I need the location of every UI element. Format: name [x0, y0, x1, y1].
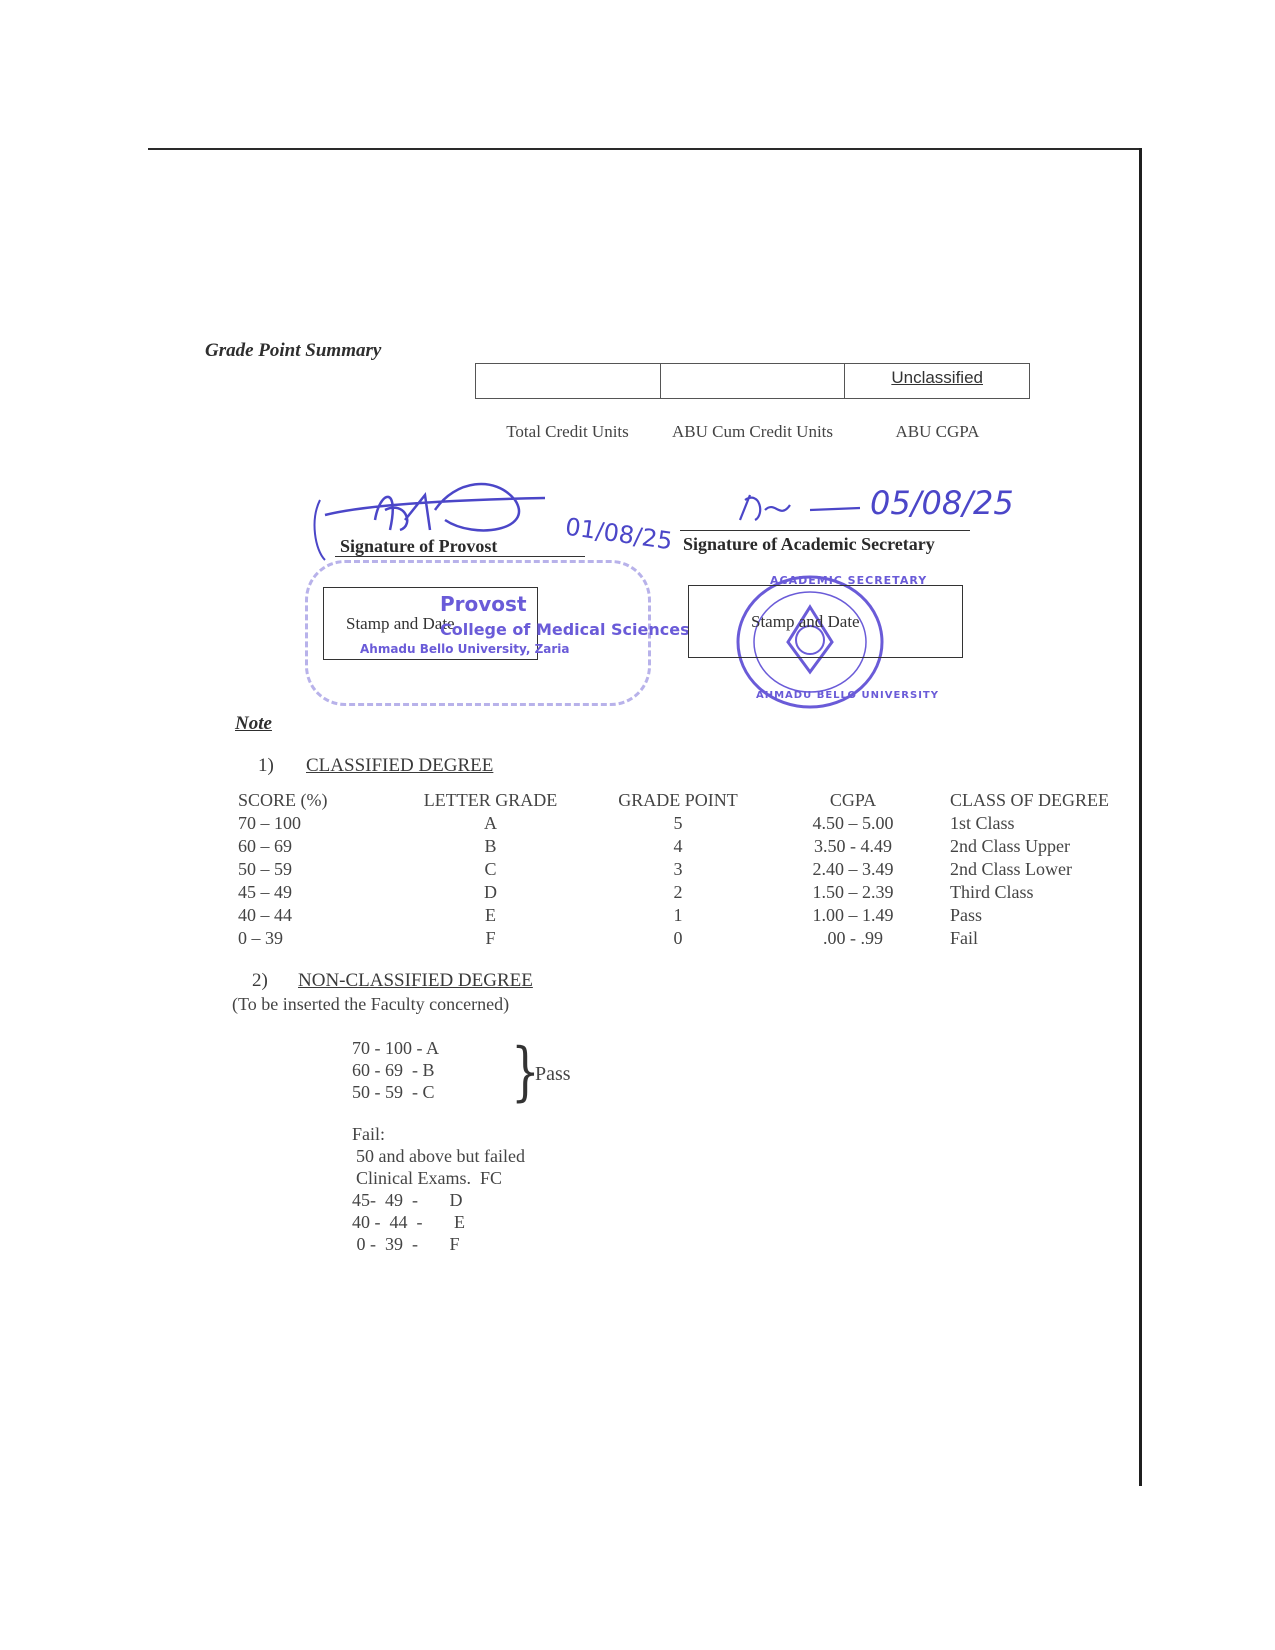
top-border-rule: [148, 148, 1140, 150]
cgpa-value: Unclassified: [891, 368, 983, 387]
total-credit-units-cell: [476, 364, 661, 398]
provost-signature-label: Signature of Provost: [340, 536, 498, 556]
list-item: 45- 49 - D: [352, 1190, 463, 1210]
score-cell: 40 – 44: [238, 905, 292, 925]
provost-stamp-ink-title: Provost: [440, 592, 527, 616]
non-classified-degree-subheading: (To be inserted the Faculty concerned): [232, 994, 510, 1014]
academic-secretary-signature-label: Signature of Academic Secretary: [683, 534, 935, 554]
fail-note-line-2: Clinical Exams. FC: [356, 1168, 502, 1188]
cum-credit-units-cell: [661, 364, 846, 398]
score-cell: 45 – 49: [238, 882, 292, 902]
letter-grade-cell: F: [485, 928, 496, 948]
class-of-degree-cell: 1st Class: [950, 813, 1015, 833]
table-row: [238, 835, 1140, 858]
provost-stamp-label: Stamp and Date: [346, 613, 455, 633]
cgpa-label: ABU CGPA: [895, 422, 980, 441]
list-item: 0 - 39 - F: [352, 1234, 460, 1254]
letter-grade-cell: A: [484, 813, 497, 833]
letter-grade-cell: B: [484, 836, 497, 856]
score-cell: 50 – 59: [238, 859, 292, 879]
class-of-degree-cell: 2nd Class Upper: [950, 836, 1070, 856]
note-heading: Note: [235, 713, 272, 734]
academic-secretary-stamp-box: [688, 585, 963, 658]
cgpa-cell: 1.50 – 2.39: [812, 882, 894, 902]
table-row: [238, 881, 1140, 904]
classified-degree-number: 1): [258, 755, 274, 776]
academic-secretary-seal-bottom-text: AHMADU BELLO UNIVERSITY: [756, 690, 939, 701]
classified-degree-title: CLASSIFIED DEGREE: [306, 755, 494, 776]
column-header-letter-grade: LETTER GRADE: [423, 789, 558, 810]
total-credit-units-label: Total Credit Units: [506, 422, 629, 441]
pass-label: Pass: [535, 1063, 571, 1085]
score-cell: 0 – 39: [238, 928, 283, 948]
column-header-score: SCORE (%): [238, 789, 328, 810]
letter-grade-cell: E: [485, 905, 496, 925]
table-row: [238, 904, 1140, 927]
score-cell: 60 – 69: [238, 836, 292, 856]
academic-secretary-seal-top-text: ACADEMIC SECRETARY: [770, 574, 928, 587]
grade-point-cell: 2: [673, 882, 683, 902]
academic-secretary-signature-line: [680, 530, 970, 531]
cgpa-cell: 1.00 – 1.49: [812, 905, 894, 925]
grade-point-summary-labels: [475, 422, 1030, 442]
cum-credit-units-label: ABU Cum Credit Units: [671, 422, 834, 441]
provost-stamp-ink-college: College of Medical Sciences: [440, 620, 690, 639]
list-item: 70 - 100 - A: [352, 1038, 439, 1058]
classified-degree-heading: [258, 755, 493, 777]
pass-grades-list: [352, 1037, 439, 1103]
grade-point-summary-title: Grade Point Summary: [205, 340, 382, 361]
class-of-degree-cell: Fail: [950, 928, 979, 948]
non-classified-degree-title: NON-CLASSIFIED DEGREE: [298, 970, 533, 991]
table-row: [238, 858, 1140, 881]
grade-point-cell: 0: [673, 928, 683, 948]
provost-stamp-ink-university: Ahmadu Bello University, Zaria: [360, 642, 570, 656]
column-header-cgpa: CGPA: [829, 789, 877, 810]
table-row: [238, 812, 1140, 835]
list-item: 40 - 44 - E: [352, 1212, 465, 1232]
fail-label: Fail:: [352, 1124, 386, 1144]
grade-point-cell: 1: [673, 905, 683, 925]
non-classified-degree-heading: [252, 970, 533, 992]
column-header-class-of-degree: CLASS OF DEGREE: [950, 789, 1110, 810]
academic-secretary-signature-date: 05/08/25: [870, 484, 1014, 522]
class-of-degree-cell: Pass: [950, 905, 983, 925]
letter-grade-cell: D: [484, 882, 497, 902]
academic-secretary-stamp-label: Stamp and Date: [751, 611, 860, 631]
provost-signature-line: [335, 556, 585, 557]
classified-degree-table: [238, 788, 1140, 950]
grade-point-cell: 5: [673, 813, 683, 833]
class-of-degree-cell: 2nd Class Lower: [950, 859, 1072, 879]
score-cell: 70 – 100: [238, 813, 301, 833]
letter-grade-cell: C: [484, 859, 497, 879]
cgpa-cell: 4.50 – 5.00: [812, 813, 894, 833]
cgpa-cell: 2.40 – 3.49: [812, 859, 894, 879]
grade-point-cell: 4: [673, 836, 683, 856]
pass-brace: }: [511, 1035, 540, 1109]
fail-grades-list: [352, 1123, 525, 1255]
list-item: 50 - 59 - C: [352, 1082, 435, 1102]
cgpa-cell: .00 - .99: [823, 928, 883, 948]
non-classified-degree-number: 2): [252, 970, 268, 991]
cgpa-cell: [845, 364, 1029, 398]
provost-signature-date: 01/08/25: [563, 512, 675, 556]
grade-point-summary-box: [475, 363, 1030, 399]
fail-note-line-1: 50 and above but failed: [356, 1146, 525, 1166]
cgpa-cell: 3.50 - 4.49: [814, 836, 892, 856]
column-header-grade-point: GRADE POINT: [618, 789, 738, 810]
table-header-row: [238, 788, 1140, 812]
table-row: [238, 927, 1140, 950]
grade-point-cell: 3: [673, 859, 683, 879]
list-item: 60 - 69 - B: [352, 1060, 435, 1080]
class-of-degree-cell: Third Class: [950, 882, 1034, 902]
